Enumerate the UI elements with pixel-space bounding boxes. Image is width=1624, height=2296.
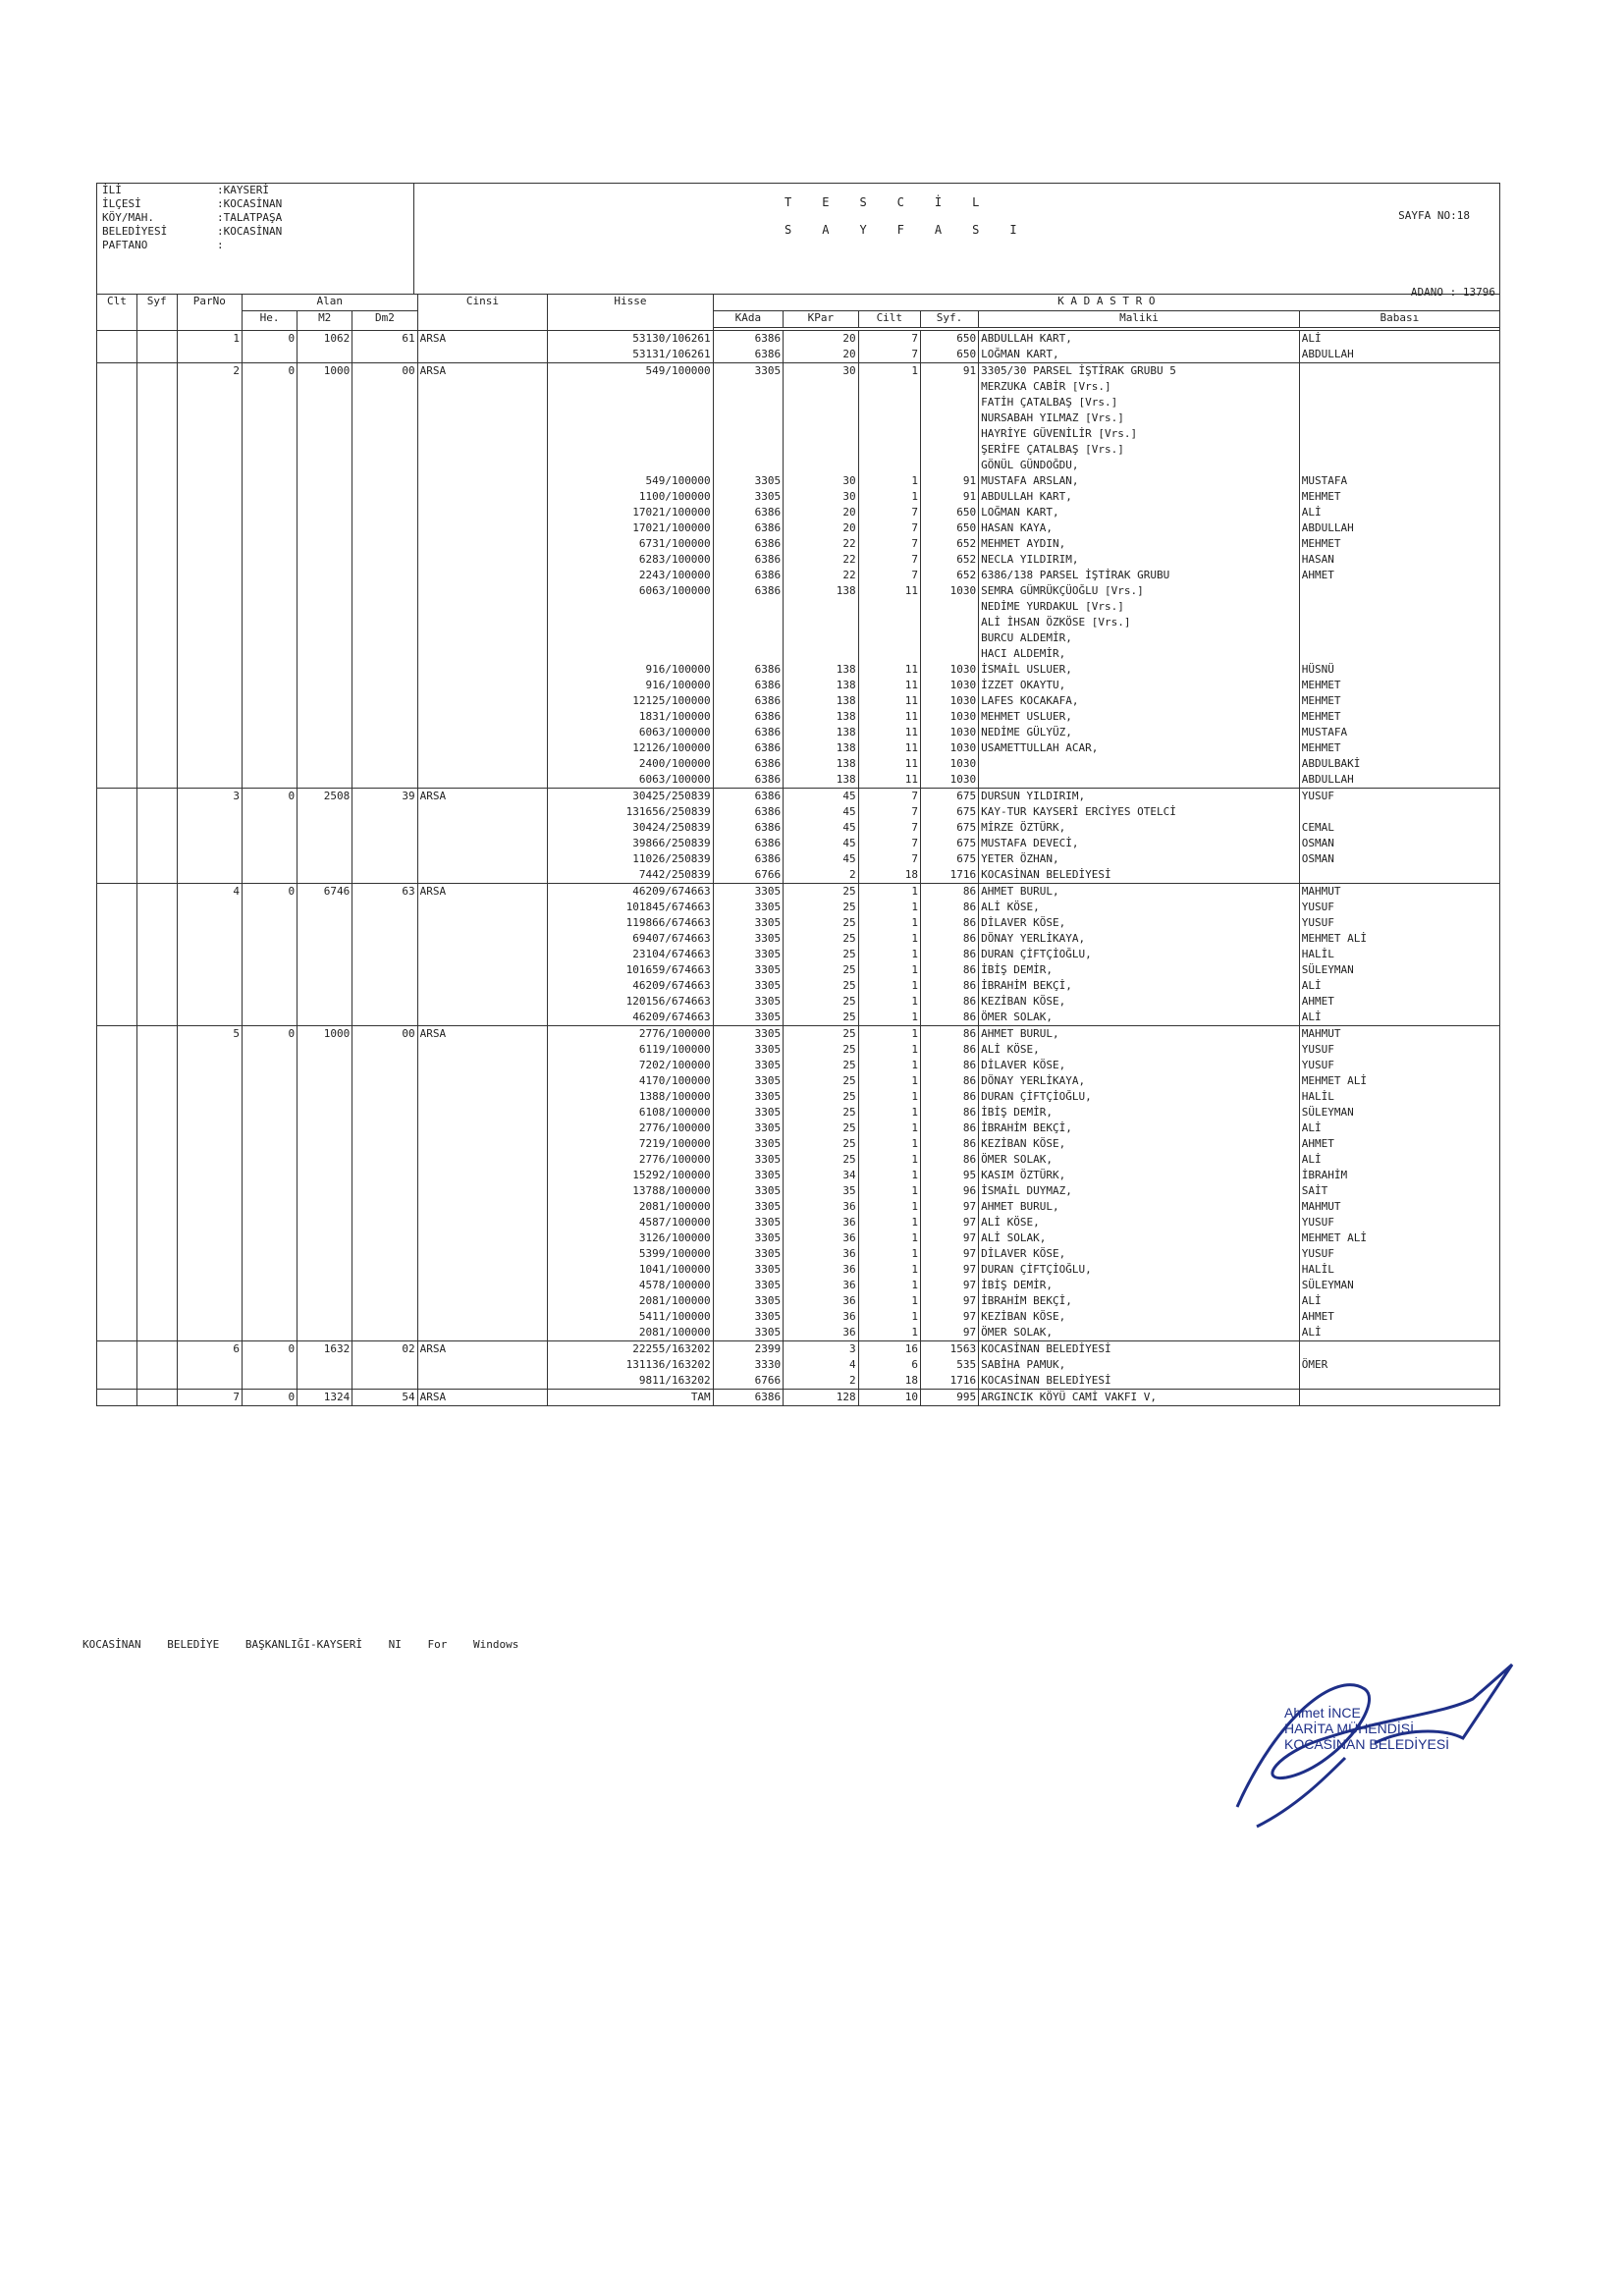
col-cinsi: Cinsi [417,295,548,331]
cell-hisse: 22255/163202 131136/163202 9811/163202 [548,1341,713,1390]
cell-babasi: ÖMER [1299,1341,1499,1390]
cell-maliki: ABDULLAH KART, LOĞMAN KART, [979,331,1300,363]
cell-clt [97,363,137,789]
cell-dm2: 39 [352,789,417,884]
registry-page [96,183,1500,1406]
col-syf: Syf [136,295,177,331]
cell-hisse: 53130/106261 53131/106261 [548,331,713,363]
info-label: BELEDİYESİ [102,225,168,238]
cell-cilt: 1 1 1 1 1 1 1 1 1 [858,884,920,1026]
cell-parno: 5 [177,1026,242,1341]
cell-kada: 3305 3305 3305 6386 6386 6386 6386 6386 6386 6386 6386 6386 6386 6386 6386 6386 6386 [713,363,783,789]
ada-number: ADANO : 13796 [1410,286,1495,299]
cell-parno: 1 [177,331,242,363]
cell-kpar: 128 [784,1390,859,1406]
cell-dm2: 00 [352,363,417,789]
stamp-line3: KOCASİNAN BELEDİYESİ [1284,1736,1450,1752]
stamp-text [1284,1705,1449,1752]
cell-dm2: 63 [352,884,417,1026]
location-info [97,184,414,294]
cell-maliki: DURSUN YILDIRIM, KAY-TUR KAYSERİ ERCİYES OTELCİ MİRZE ÖZTÜRK, MUSTAFA DEVECİ, YETER ÖZHAN, KOCASİNAN BELEDİYESİ [979,789,1300,884]
cell-m2: 1000 [298,1026,352,1341]
cell-m2: 1062 [298,331,352,363]
col-kadastro: K A D A S T R O [713,295,1499,311]
col-alan: Alan [243,295,418,311]
cell-syf [136,1341,177,1390]
cell-syf: 86 86 86 86 86 86 86 86 86 [920,884,978,1026]
cell-babasi: MAHMUT YUSUF YUSUF MEHMET ALİ HALİL SÜLEYMAN ALİ AHMET ALİ İBRAHİM SAİT MAHMUT YUSUF MEHMET ALİ YUSUF HALİL SÜLEYMAN ALİ AHMET ALİ [1299,1026,1499,1341]
cell-babasi: ALİ ABDULLAH [1299,331,1499,363]
registry-body [97,331,1500,1406]
info-value: : TALATPAŞA [217,211,282,225]
cell-parno: 4 [177,884,242,1026]
col-ksyf: Syf. [920,311,978,328]
info-row-koy [97,211,413,225]
cell-syf [136,363,177,789]
cell-clt [97,884,137,1026]
cell-parno: 7 [177,1390,242,1406]
cell-dm2: 00 [352,1026,417,1341]
info-label: PAFTANO [102,239,148,251]
col-dm2: Dm2 [352,311,417,331]
cell-he: 0 [243,789,298,884]
cell-cinsi: ARSA [417,789,548,884]
signature-stamp [1218,1660,1551,1831]
cell-m2: 2508 [298,789,352,884]
cell-kpar: 3 4 2 [784,1341,859,1390]
cell-cilt: 7 7 [858,331,920,363]
cell-cinsi: ARSA [417,884,548,1026]
cell-hisse: 2776/100000 6119/100000 7202/100000 4170/100000 1388/100000 6108/100000 2776/100000 7219/100000 2776/100000 15292/100000 13788/100000 2081/100000 4587/100000 3126/100000 5399/100000 1041/100000 4578/100000 2081/100000 5411/100000 2081/100000 [548,1026,713,1341]
info-row-ilce [97,197,413,211]
cell-parno: 3 [177,789,242,884]
cell-he: 0 [243,884,298,1026]
page-title-line1: TESCİL [785,195,1010,209]
col-m2: M2 [298,311,352,331]
col-hisse: Hisse [548,295,713,331]
col-cilt: Cilt [858,311,920,328]
cell-babasi: MUSTAFA MEHMET ALİ ABDULLAH MEHMET HASAN AHMET HÜSNÜ MEHMET MEHMET MEHMET MUSTAFA MEHMET ABDULBAKİ ABDULLAH [1299,363,1499,789]
cell-syf: 675 675 675 675 675 1716 [920,789,978,884]
page-title-line2: SAYFASI [785,223,1048,237]
info-row-il [97,184,413,197]
col-kada: KAda [713,311,783,328]
cell-babasi: MAHMUT YUSUF YUSUF MEHMET ALİ HALİL SÜLEYMAN ALİ AHMET ALİ [1299,884,1499,1026]
cell-syf: 995 [920,1390,978,1406]
cell-maliki: 3305/30 PARSEL İŞTİRAK GRUBU 5 MERZUKA CABİR [Vrs.] FATİH ÇATALBAŞ [Vrs.] NURSABAH YILMAZ [Vrs.] HAYRİYE GÜVENİLİR [Vrs.] ŞERİFE ÇATALBAŞ [Vrs.] GÖNÜL GÜNDOĞDU, MUSTAFA ARSLAN, ABDULLAH KART, LOĞMAN KART, HASAN KAYA, MEHMET AYDIN, NECLA YILDIRIM, 6386/138 PARSEL İŞTİRAK GRUBU SEMRA GÜMRÜKÇÜOĞLU [Vrs.] NEDİME YURDAKUL [Vrs.] ALİ İHSAN ÖZKÖSE [Vrs.] BURCU ALDEMİR, HACI ALDEMİR, İSMAİL USLUER, İZZET OKAYTU, LAFES KOCAKAFA, MEHMET USLUER, NEDİME GÜLYÜZ, USAMETTULLAH ACAR, [979,363,1300,789]
cell-kada: 3305 3305 3305 3305 3305 3305 3305 3305 3305 3305 3305 3305 3305 3305 3305 3305 3305 3305 3305 3305 [713,1026,783,1341]
cell-syf [136,789,177,884]
cell-syf [136,1026,177,1341]
cell-kada: 6386 6386 6386 6386 6386 6766 [713,789,783,884]
cell-kada: 3305 3305 3305 3305 3305 3305 3305 3305 3305 [713,884,783,1026]
page-header [96,183,1500,299]
cell-clt [97,1341,137,1390]
info-label: İLÇESİ [102,197,141,210]
cell-kpar: 20 20 [784,331,859,363]
cell-maliki: KOCASİNAN BELEDİYESİ SABİHA PAMUK, KOCASİNAN BELEDİYESİ [979,1341,1300,1390]
cell-kpar: 25 25 25 25 25 25 25 25 25 [784,884,859,1026]
cell-cinsi: ARSA [417,1390,548,1406]
cell-syf: 86 86 86 86 86 86 86 86 86 95 96 97 97 97 97 97 97 97 97 97 [920,1026,978,1341]
cell-cinsi: ARSA [417,363,548,789]
cell-maliki: AHMET BURUL, ALİ KÖSE, DİLAVER KÖSE, DÖNAY YERLİKAYA, DURAN ÇİFTÇİOĞLU, İBİŞ DEMİR, İBRAHİM BEKÇİ, KEZİBAN KÖSE, ÖMER SOLAK, KASIM ÖZTÜRK, İSMAİL DUYMAZ, AHMET BURUL, ALİ KÖSE, ALİ SOLAK, DİLAVER KÖSE, DURAN ÇİFTÇİOĞLU, İBİŞ DEMİR, İBRAHİM BEKÇİ, KEZİBAN KÖSE, ÖMER SOLAK, [979,1026,1300,1341]
cell-clt [97,1026,137,1341]
cell-hisse: TAM [548,1390,713,1406]
cell-cilt: 7 7 7 7 7 18 [858,789,920,884]
stamp-line2: HARİTA MÜHENDİSİ [1284,1721,1414,1736]
cell-parno: 2 [177,363,242,789]
cell-dm2: 02 [352,1341,417,1390]
cell-dm2: 54 [352,1390,417,1406]
cell-maliki: ARGINCIK KÖYÜ CAMİ VAKFI V, [979,1390,1300,1406]
cell-clt [97,331,137,363]
cell-m2: 6746 [298,884,352,1026]
col-he: He. [243,311,298,331]
col-kpar: KPar [784,311,859,328]
cell-dm2: 61 [352,331,417,363]
footer-text: KOCASİNAN BELEDİYE BAŞKANLIĞI-KAYSERİ NI For Windows [82,1638,519,1651]
cell-he: 0 [243,1341,298,1390]
cell-syf: 91 91 91 650 650 652 652 652 1030 1030 1030 1030 1030 1030 1030 1030 1030 [920,363,978,789]
cell-syf [136,1390,177,1406]
info-value: : KOCASİNAN [217,197,282,211]
info-row-belediye [97,225,413,239]
cell-m2: 1324 [298,1390,352,1406]
col-clt: Clt [97,295,137,331]
cell-cilt: 1 1 1 7 7 7 7 7 11 11 11 11 11 11 11 11 11 [858,363,920,789]
registry-table [96,294,1500,1406]
cell-cilt: 10 [858,1390,920,1406]
cell-kpar: 45 45 45 45 45 2 [784,789,859,884]
cell-syf: 650 650 [920,331,978,363]
info-value [217,239,224,252]
cell-hisse: 46209/674663 101845/674663 119866/674663 69407/674663 23104/674663 101659/674663 46209/674663 120156/674663 46209/674663 [548,884,713,1026]
cell-clt [97,789,137,884]
cell-maliki: AHMET BURUL, ALİ KÖSE, DİLAVER KÖSE, DÖNAY YERLİKAYA, DURAN ÇİFTÇİOĞLU, İBİŞ DEMİR, İBRAHİM BEKÇİ, KEZİBAN KÖSE, ÖMER SOLAK, [979,884,1300,1026]
cell-parno: 6 [177,1341,242,1390]
cell-he: 0 [243,363,298,789]
cell-cinsi: ARSA [417,1341,548,1390]
col-babasi: Babası [1299,311,1499,328]
stamp-line1: Ahmet İNCE [1284,1705,1361,1721]
cell-cilt: 16 6 18 [858,1341,920,1390]
cell-kpar: 30 30 30 20 20 22 22 22 138 138 138 138 138 138 138 138 138 [784,363,859,789]
cell-m2: 1000 [298,363,352,789]
col-parno: ParNo [177,295,242,331]
page-number: SAYFA NO:18 [1398,209,1470,222]
info-label: İLİ [102,184,122,196]
cell-kpar: 25 25 25 25 25 25 25 25 25 34 35 36 36 36 36 36 36 36 36 36 [784,1026,859,1341]
cell-kada: 6386 6386 [713,331,783,363]
cell-he: 0 [243,1026,298,1341]
cell-clt [97,1390,137,1406]
info-value: : KAYSERİ [217,184,269,197]
cell-syf [136,884,177,1026]
cell-babasi [1299,1390,1499,1406]
cell-kada: 6386 [713,1390,783,1406]
info-label: KÖY/MAH. [102,211,154,224]
cell-syf: 1563 535 1716 [920,1341,978,1390]
info-value: : KOCASİNAN [217,225,282,239]
cell-syf [136,331,177,363]
cell-cilt: 1 1 1 1 1 1 1 1 1 1 1 1 1 1 1 1 1 1 1 1 [858,1026,920,1341]
cell-cinsi: ARSA [417,331,548,363]
info-row-pafta [97,239,413,252]
col-maliki: Maliki [979,311,1300,328]
cell-he: 0 [243,331,298,363]
cell-babasi: YUSUF CEMAL OSMAN OSMAN [1299,789,1499,884]
cell-cinsi: ARSA [417,1026,548,1341]
cell-m2: 1632 [298,1341,352,1390]
cell-he: 0 [243,1390,298,1406]
cell-hisse: 30425/250839 131656/250839 30424/250839 39866/250839 11026/250839 7442/250839 [548,789,713,884]
cell-kada: 2399 3330 6766 [713,1341,783,1390]
cell-hisse: 549/100000 549/100000 1100/100000 17021/100000 17021/100000 6731/100000 6283/100000 2243/100000 6063/100000 916/100000 916/100000 12125/100000 1831/100000 6063/100000 12126/100000 2400/100000 6063/100000 [548,363,713,789]
